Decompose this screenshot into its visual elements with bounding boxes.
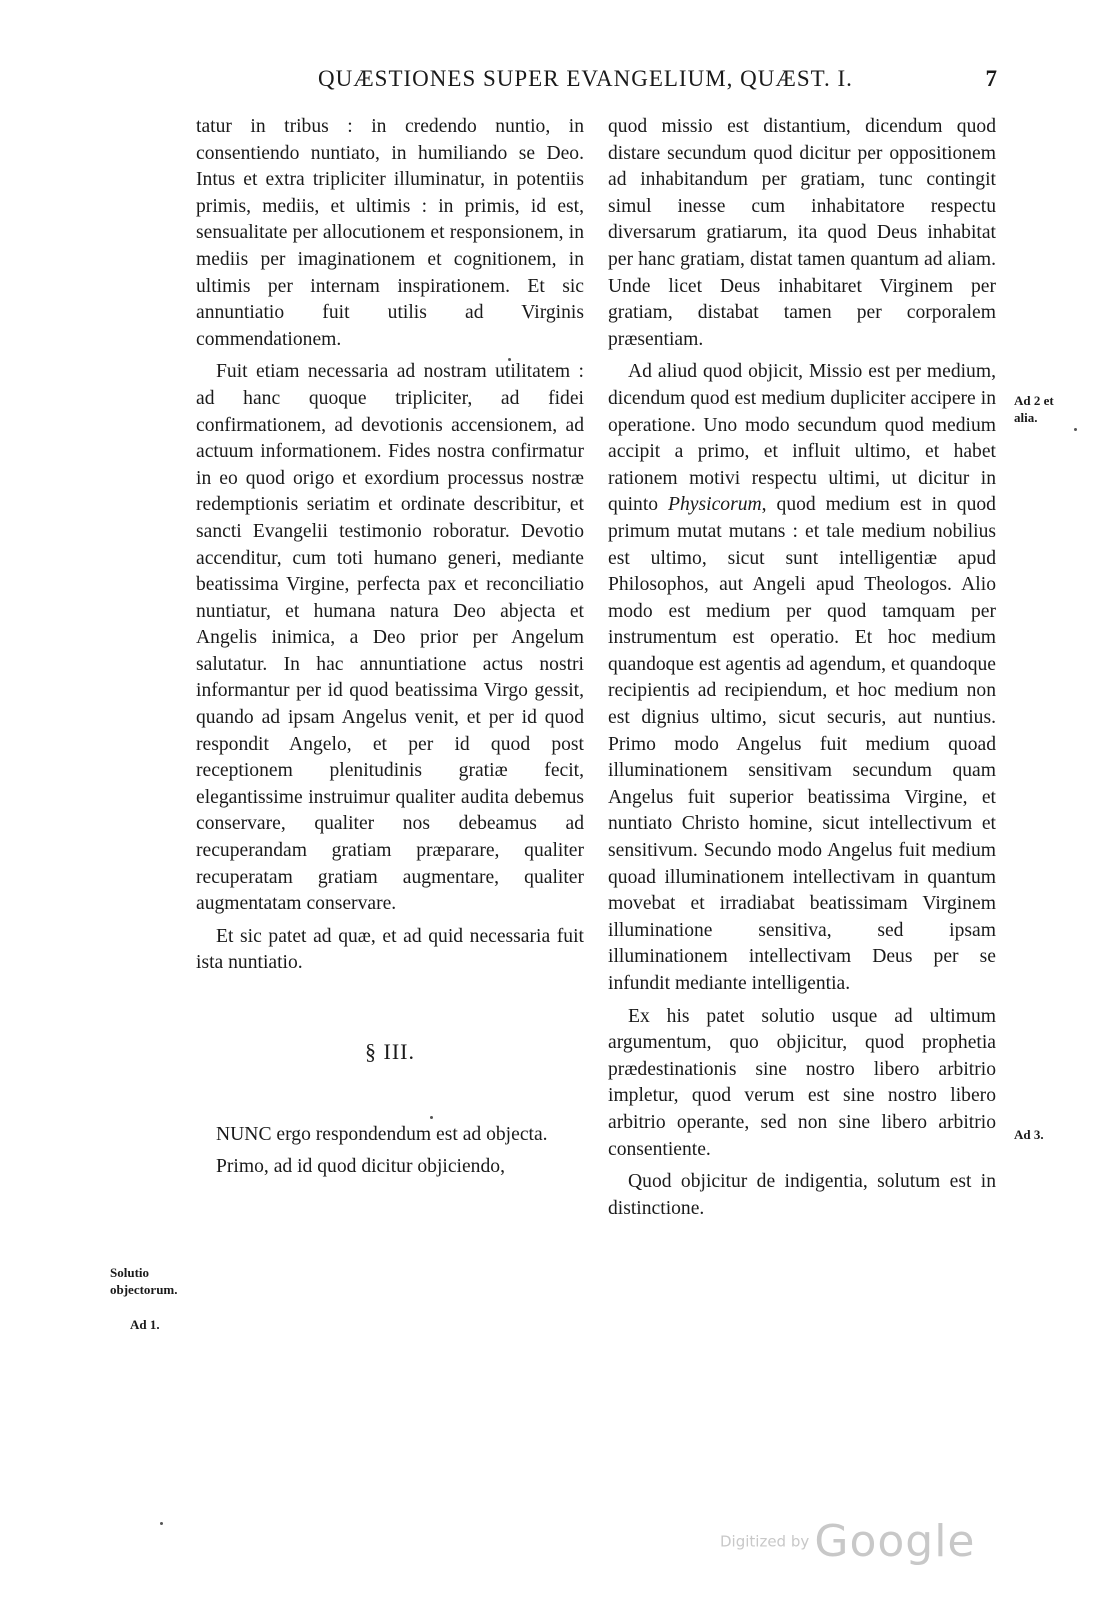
- google-logo: Google: [814, 1516, 976, 1567]
- margin-note-ad-3: Ad 3.: [1014, 1127, 1044, 1142]
- left-paragraph-5: Primo, ad id quod dicitur objiciendo,: [216, 1156, 505, 1178]
- digitized-watermark: [720, 1516, 976, 1567]
- speck: [1074, 428, 1077, 431]
- book-title-physicorum: Physicorum: [668, 494, 762, 516]
- left-column: [196, 114, 584, 1187]
- section-heading: § III.: [365, 1039, 415, 1064]
- margin-note-ad-1: Ad 1.: [130, 1317, 160, 1332]
- speck: [160, 1522, 163, 1525]
- left-paragraph-4: NUNC ergo respondendum est ad objecta.: [216, 1123, 548, 1145]
- left-paragraph-3: Et sic patet ad quæ, et ad quid necessaria fuit ista nuntiatio.: [196, 925, 584, 974]
- right-column: [608, 114, 996, 1228]
- running-title: QUÆSTIONES SUPER EVANGELIUM, QUÆST. I.: [318, 66, 853, 91]
- right-paragraph-3: Ex his patet solutio usque ad ultimum argumentum, quo objicitur, quod prophetia prædestinationis sine nostro libero arbitrio impletur, quod verum est sine nostro libero arbitrio operante, sed non sine libero arbitrio consentiente.: [608, 1005, 996, 1160]
- speck: [508, 358, 511, 361]
- margin-note-solutio: Solutio objectorum.: [110, 1265, 178, 1297]
- left-paragraph-2: Fuit etiam necessaria ad nostram utilitatem : ad hanc quoque tripliciter, ad fidei confirmationem, ad devotionis accensionem, ad actuum informationem. Fides nostra confirmatur in eo quod origo et exordium processus nostræ redemptionis seriatim et ordinate describitur, et sancti Evangelii testimonio roboratur. Devotio accenditur, cum toti humano generi, mediante beatissima Virgine, perfecta pax et reconciliatio nuntiatur, et humana natura Deo abjecta et Angelis inimica, a Deo prior per Angelum salutatur. In hac annuntiatione actus nostri informantur per id quod beatissima Virgo gessit, quando ad ipsam Angelus venit, et per id quod respondit Angelo, et per id quod post receptionem plenitudinis gratiæ fecit, elegantissime instruimur qualiter audita debemus conservare, qualiter nos debeamus ad recuperandam gratiam præparare, qualiter recuperatam gratiam augmentare, qualiter augmentatam conservare.: [196, 361, 584, 915]
- page-number: 7: [985, 66, 998, 91]
- right-paragraph-2-start: Ad aliud quod objicit, Missio est per medium, dicendum quod est medium dupliciter accipere in operatione. Uno modo secundum quod medium accipit a primo, et influit ultimo, et habet rationem motivi respectu ultimi, ut dicitur in quinto: [608, 361, 996, 516]
- right-paragraph-1: quod missio est distantium, dicendum quod distare secundum quod dicitur per oppositionem ad inhabitandum per gratiam, tunc contingit simul inesse cum inhabitatore respectu diversarum gratiarum, ita quod Deus inhabitat per hanc gratiam, distat tamen quantum ad aliam. Unde licet Deus inhabitaret Virginem per gratiam, distabat tamen per corporalem præsentiam.: [608, 116, 996, 350]
- left-paragraph-1: tatur in tribus : in credendo nuntio, in consentiendo nuntiato, in humiliando se Deo. Intus et extra tripliciter illuminatur, in potentiis primis, mediis, et ultimis : in primis, id est, sensualitate per allocutionem et responsionem, in mediis per imaginationem et cognitionem, in ultimis per internam inspirationem. Et sic annuntiatio fuit utilis ad Virginis commendationem.: [196, 116, 584, 350]
- right-paragraph-4: Quod objicitur de indigentia, solutum est in distinctione.: [608, 1171, 996, 1219]
- speck: [430, 1116, 433, 1119]
- right-paragraph-2: [608, 359, 996, 997]
- margin-note-ad-2: Ad 2 et alia.: [1014, 393, 1054, 425]
- right-paragraph-2-end: , quod medium est in quod primum mutat mutans : et tale medium nobilius est ultimo, sicut sunt intelligentiæ apud Philosophos, aut Angeli apud Theologos. Alio modo est medium per quod tamquam per instrumentum est operatio. Et hoc medium quandoque est agentis ad agendum, et quandoque recipientis ad recipiendum, et hoc medium non est dignius ultimo, sicut securis, aut nuntius. Primo modo Angelus fuit medium quoad illuminationem sensitivam secundum quam Angelus fuit superior beatissima Virgine, et nuntiato Christo homine, sicut intellectivum et sensitivum. Secundo modo Angelus fuit medium quoad illuminationem intellectivam in quantum movebat et irradiabat beatissimam Virginem illuminatione sensitiva, sed ipsam illuminationem intellectivam Deus per se infundit mediante intelligentia.: [608, 494, 996, 994]
- watermark-prefix: Digitized by: [720, 1532, 810, 1551]
